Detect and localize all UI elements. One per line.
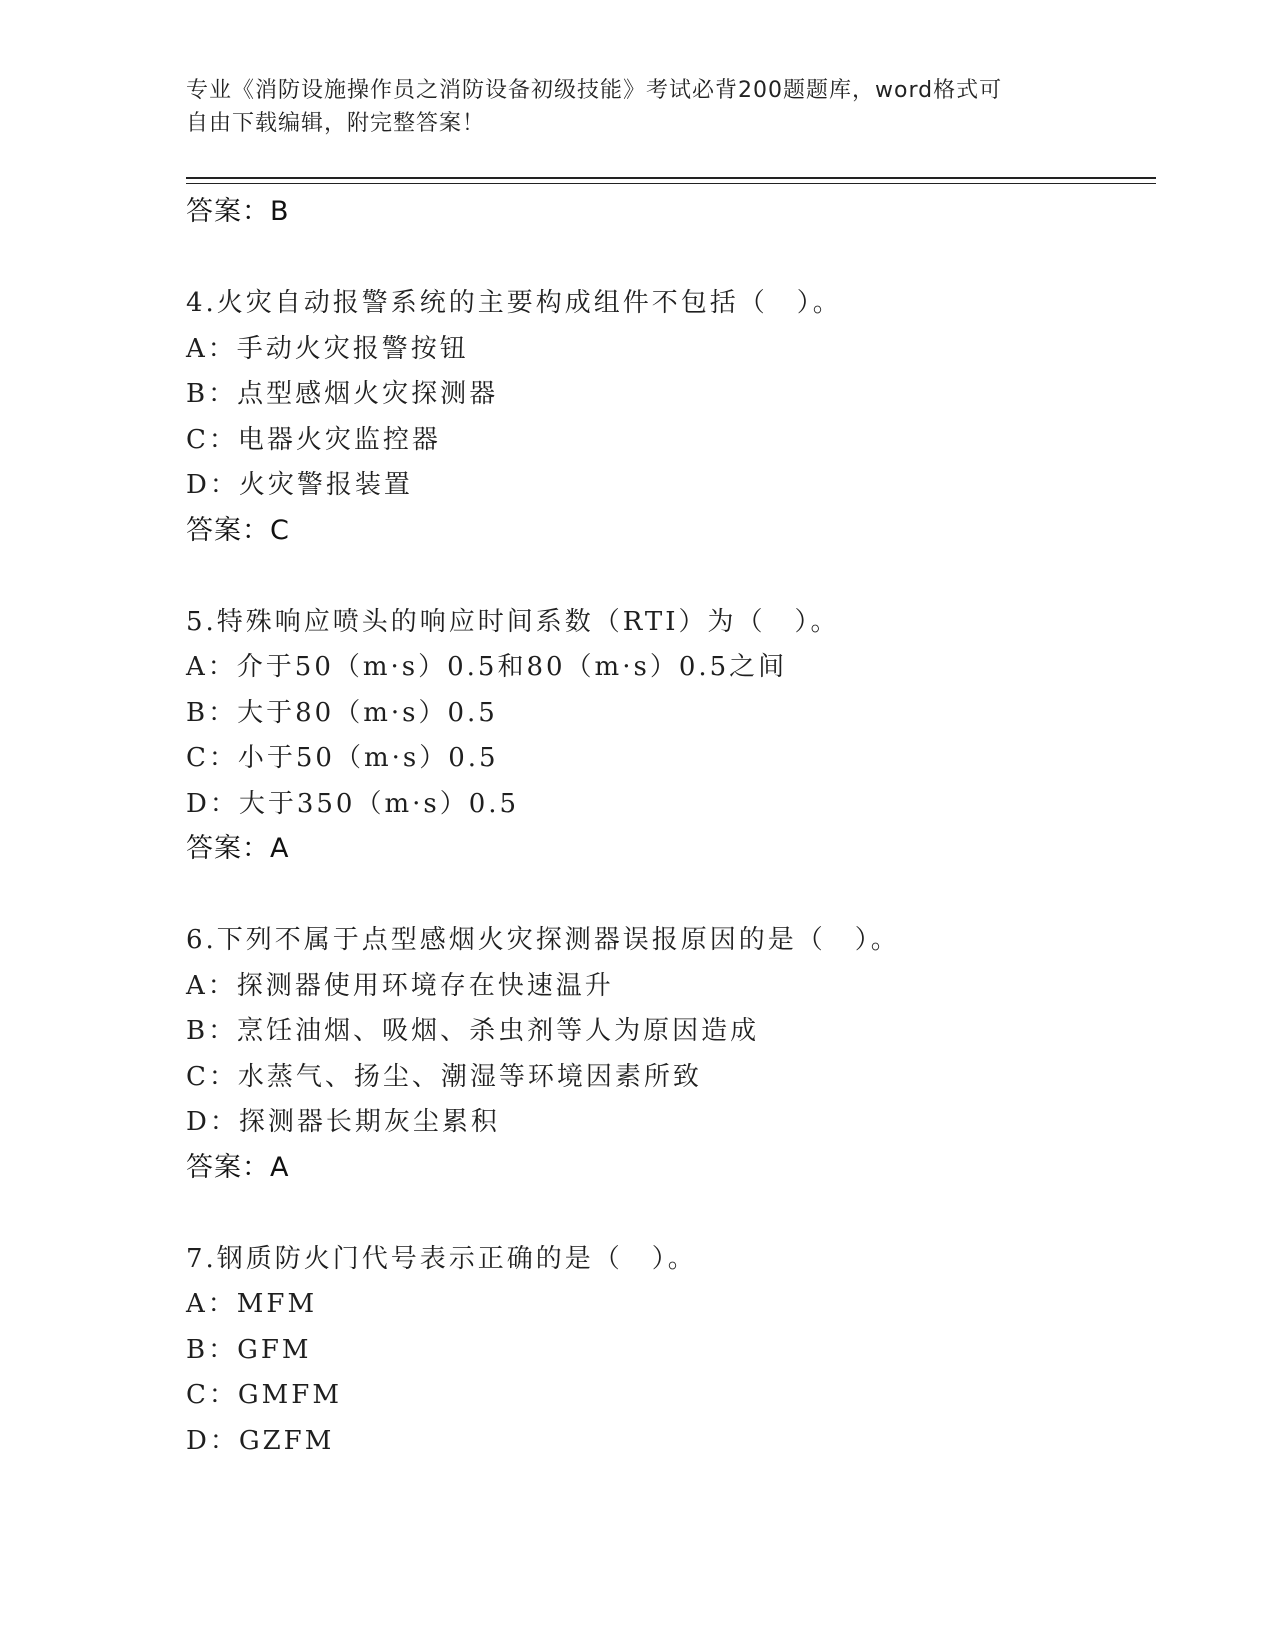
question-list [186,190,1146,1464]
option-a: A：介于50（m·s）0.5和80（m·s）0.5之间 [186,652,788,682]
question-stem: 5.特殊响应喷头的响应时间系数（RTI）为（ ）。 [186,606,840,637]
header-rule-thick [186,177,1156,179]
option-c: C：小于50（m·s）0.5 [186,743,499,773]
option-d: D：GZFM [186,1425,335,1456]
question-4 [186,281,1146,553]
option-c: C：GMFM [186,1380,342,1410]
option-a: A：MFM [186,1289,318,1319]
option-d: D：大于350（m·s）0.5 [186,788,520,819]
document-header [186,74,1066,140]
question-5 [186,600,1146,872]
spacer [186,871,1146,918]
spacer [186,553,1146,600]
spacer [186,1190,1146,1237]
option-a: A：探测器使用环境存在快速温升 [186,970,614,1001]
answer: 答案：C [186,514,290,546]
option-a: A：手动火灾报警按钮 [186,333,469,364]
option-b: B：点型感烟火灾探测器 [186,379,499,409]
option-b: B：GFM [186,1334,312,1365]
option-b: B：大于80（m·s）0.5 [186,697,498,728]
option-d: D：探测器长期灰尘累积 [186,1107,500,1137]
answer: 答案：A [186,1151,290,1183]
answer: 答案：A [186,833,290,864]
question-stem: 6.下列不属于点型感烟火灾探测器误报原因的是（ ）。 [186,925,900,955]
question-stem: 7.钢质防火门代号表示正确的是（ ）。 [186,1243,697,1274]
question-6 [186,918,1146,1190]
option-d: D：火灾警报装置 [186,470,413,500]
option-c: C：水蒸气、扬尘、潮湿等环境因素所致 [186,1061,702,1092]
header-rule-thin [186,183,1156,184]
header-line-1: 专业《消防设施操作员之消防设备初级技能》考试必背200题题库，word格式可 [186,78,1003,103]
question-7 [186,1237,1146,1465]
previous-answer: 答案：B [186,196,290,227]
option-c: C：电器火灾监控器 [186,424,441,455]
spacer [186,234,1146,281]
question-stem: 4.火灾自动报警系统的主要构成组件不包括（ ）。 [186,288,842,318]
option-b: B：烹饪油烟、吸烟、杀虫剂等人为原因造成 [186,1016,760,1046]
header-line-2: 自由下载编辑，附完整答案！ [186,111,486,136]
